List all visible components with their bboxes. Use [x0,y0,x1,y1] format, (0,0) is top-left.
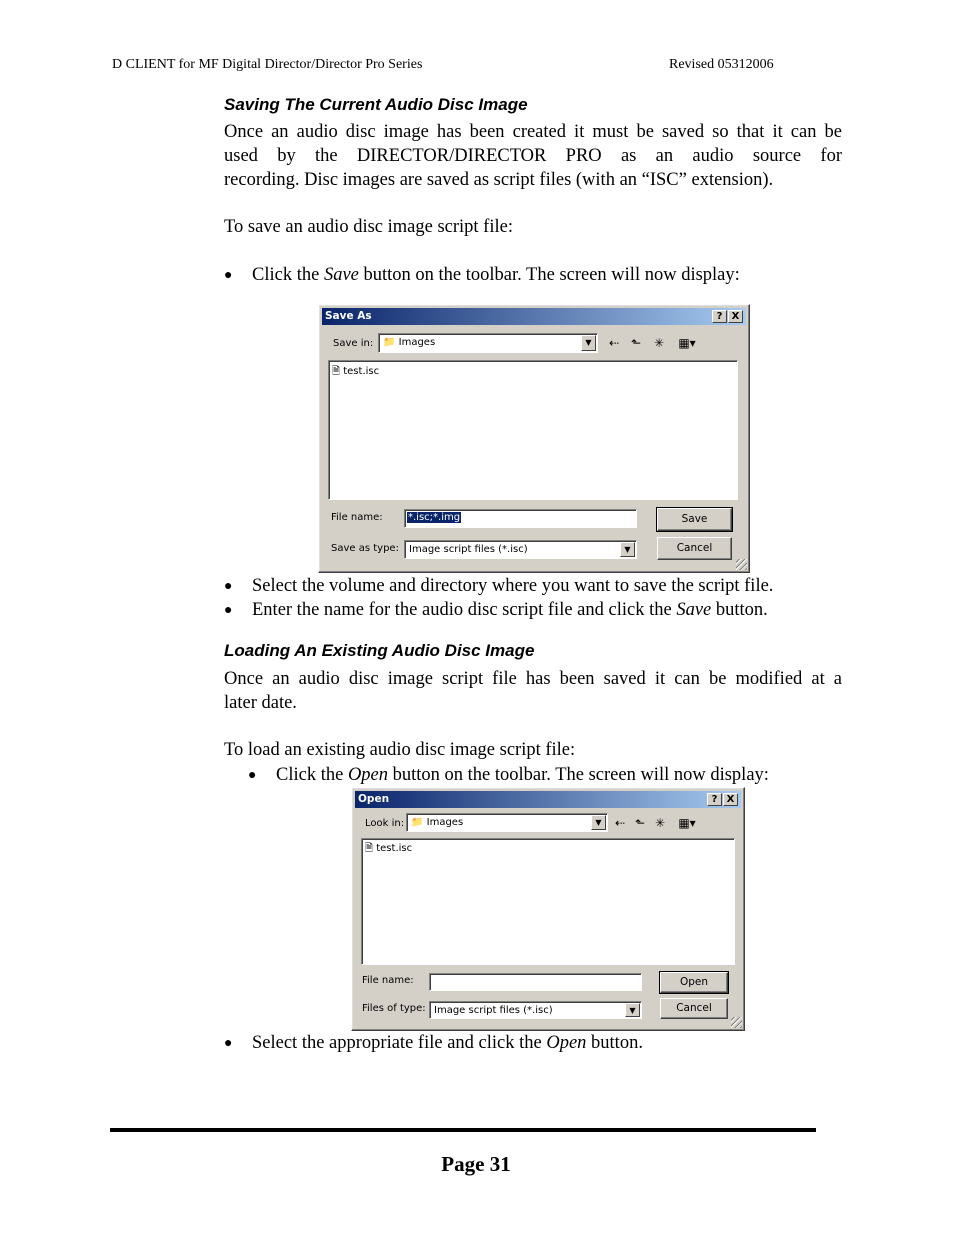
list-item[interactable]: 🗎 test.isc [365,843,413,854]
section-heading-loading: Loading An Existing Audio Disc Image [224,641,535,660]
new-folder-icon[interactable]: ✳ [654,816,666,830]
file-name-label: File name: [331,512,383,523]
bullet-text: Select the volume and directory where you want to save the script file. [252,576,774,596]
folder-icon: 📁 [383,337,396,348]
look-in-combo[interactable] [406,813,608,832]
text-line: later date. [224,693,297,713]
bullet-dot: ● [248,768,257,783]
bullet-dot: ● [224,268,233,283]
view-menu-icon[interactable]: ▦▾ [678,816,696,830]
save-in-combo[interactable] [378,333,598,353]
file-name-input[interactable] [429,973,642,991]
back-icon[interactable]: ⇠ [614,816,626,830]
file-list[interactable] [361,838,735,965]
text-line: used by the DIRECTOR/DIRECTOR PRO as an audio source for [224,146,842,166]
chevron-down-icon[interactable]: ▼ [581,335,596,351]
file-name-input[interactable]: *.isc;*.img [404,509,637,528]
paragraph-loading-intro [224,667,842,715]
up-folder-icon[interactable]: ⬑ [634,816,646,830]
close-button[interactable]: X [723,793,738,806]
save-as-type-label: Save as type: [331,543,399,554]
dialog-title: Open [358,793,390,805]
paragraph-saving-intro [224,120,842,192]
save-in-value: Images [398,337,436,348]
cancel-button[interactable]: Cancel [657,537,732,560]
up-folder-icon[interactable]: ⬑ [630,336,642,350]
file-icon: 🗎 [365,843,374,854]
folder-icon: 📁 [411,817,424,828]
look-in-label: Look in: [365,818,405,829]
text-line: Once an audio disc image has been created it must be saved so that it can be [224,122,842,142]
cancel-button[interactable]: Cancel [660,998,728,1019]
bullet-text: Select the appropriate file and click the Open button. [252,1033,643,1053]
close-button[interactable]: X [728,310,743,323]
footer-rule [110,1128,816,1132]
save-as-dialog [318,304,750,573]
list-item[interactable]: 🗎 test.isc [332,366,380,377]
paragraph-save-steps: To save an audio disc image script file: [224,217,513,237]
chevron-down-icon[interactable]: ▼ [625,1003,640,1017]
dialog-title-bar [322,308,746,325]
view-menu-icon[interactable]: ▦▾ [678,336,696,350]
bullet-text: Click the Open button on the toolbar. The screen will now display: [276,765,769,785]
look-in-value: Images [426,817,464,828]
files-of-type-label: Files of type: [362,1003,426,1014]
bullet-dot: ● [224,1036,233,1051]
files-of-type-select[interactable]: Image script files (*.isc) ▼ [429,1001,642,1019]
header-title: D CLIENT for MF Digital Director/Director Pro Series [112,57,423,72]
chevron-down-icon[interactable]: ▼ [620,542,635,557]
open-button[interactable]: Open [660,972,728,993]
save-button[interactable]: Save [657,508,732,531]
open-dialog [351,787,745,1031]
header-revision: Revised 05312006 [669,57,774,72]
bullet-dot: ● [224,603,233,618]
save-in-label: Save in: [333,338,374,349]
paragraph-load-steps: To load an existing audio disc image script file: [224,740,576,760]
section-heading-saving: Saving The Current Audio Disc Image [224,95,528,114]
help-button[interactable]: ? [707,793,722,806]
file-name-label: File name: [362,975,414,986]
text-line: recording. Disc images are saved as script files (with an “ISC” extension). [224,170,774,190]
page-number: Page 31 [441,1152,511,1176]
text-line: Once an audio disc image script file has been saved it can be modified at a [224,669,842,689]
help-button[interactable]: ? [712,310,727,323]
save-as-type-select[interactable]: Image script files (*.isc) ▼ [404,540,637,559]
new-folder-icon[interactable]: ✳ [653,336,665,350]
file-list[interactable] [328,360,738,500]
bullet-dot: ● [224,579,233,594]
bullet-text: Enter the name for the audio disc script file and click the Save button. [252,600,768,620]
resize-grip[interactable] [731,1017,742,1028]
dialog-title: Save As [325,310,372,322]
bullet-text: Click the Save button on the toolbar. The screen will now display: [252,265,740,285]
file-icon: 🗎 [332,366,341,377]
dialog-title-bar [355,791,741,808]
chevron-down-icon[interactable]: ▼ [591,815,606,830]
resize-grip[interactable] [736,559,747,570]
back-icon[interactable]: ⇠ [608,336,620,350]
